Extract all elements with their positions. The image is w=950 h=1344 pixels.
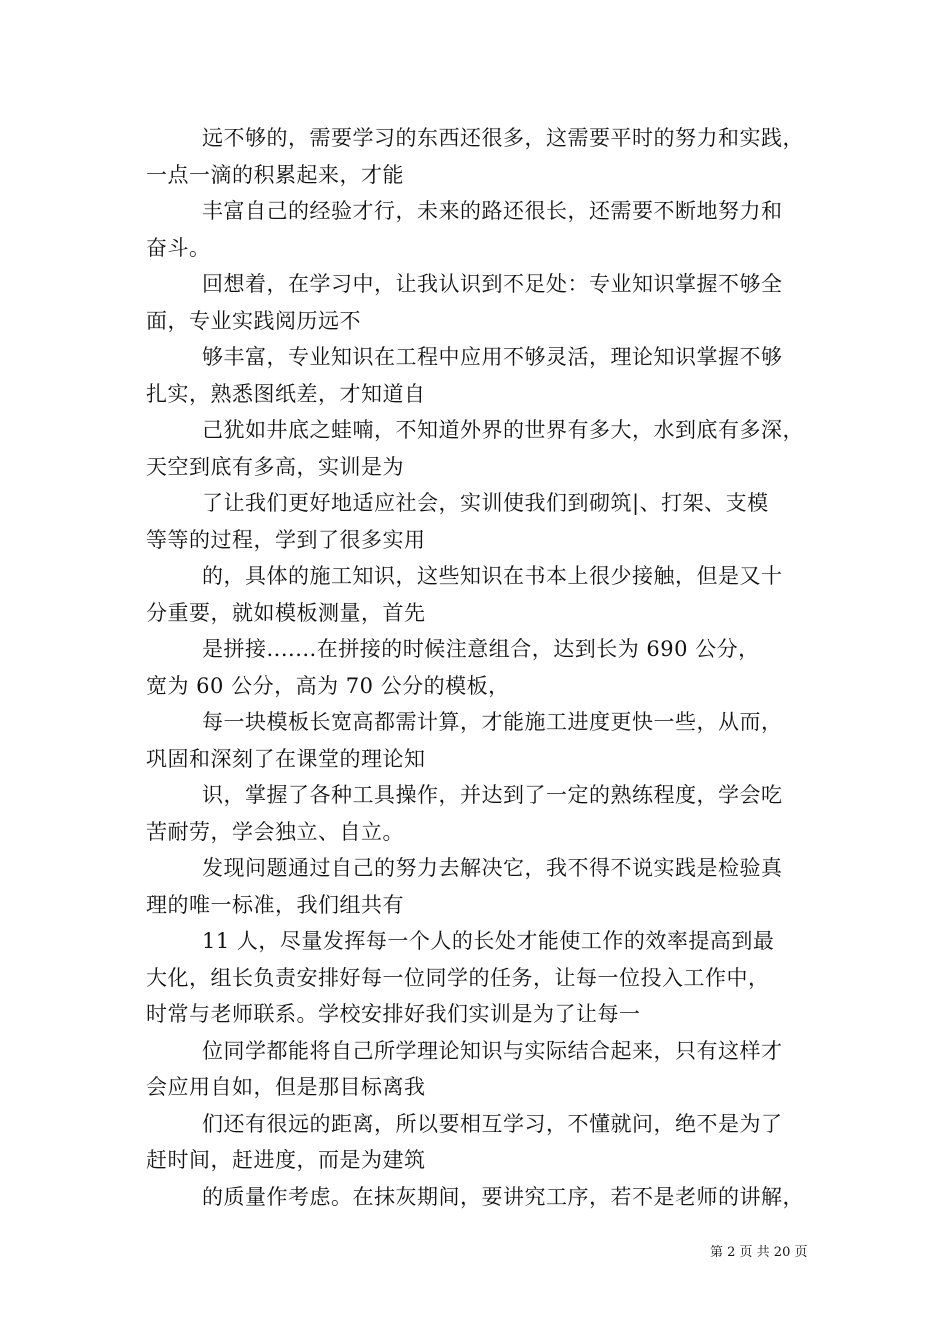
paragraph-line: 扎实，熟悉图纸差，才知道自 (146, 381, 426, 406)
paragraph-line: 苦耐劳，学会独立、自立。 (146, 819, 404, 844)
paragraph-first-line: 丰富自己的经验才行，未来的路还很长，还需要不断地努力和 (202, 199, 783, 223)
paragraph (146, 266, 836, 339)
paragraph-first-line: 发现问题通过自己的努力去解决它，我不得不说实践是检验真 (202, 856, 783, 880)
paragraph (146, 1106, 836, 1179)
paragraph (146, 704, 836, 777)
paragraph (146, 850, 836, 923)
paragraph (146, 777, 836, 850)
paragraph (146, 193, 836, 266)
paragraph-line: 理的唯一标准，我们组共有 (146, 892, 404, 917)
paragraph (146, 120, 836, 193)
paragraph-first-line: 们还有很远的距离，所以要相互学习，不懂就问，绝不是为了 (202, 1111, 783, 1136)
paragraph-line: 天空到底有多高，实训是为 (146, 454, 404, 479)
paragraph-line: 赶时间，赶进度，而是为建筑 (146, 1148, 426, 1172)
paragraph-first-line: 远不够的，需要学习的东西还很多，这需要平时的努力和实践， (202, 126, 804, 150)
paragraph-line: 会应用自如，但是那目标离我 (146, 1075, 426, 1099)
paragraph (146, 1179, 836, 1216)
paragraph-first-line: 是拼接.......在拼接的时候注意组合，达到长为 690 公分， (202, 637, 760, 661)
paragraph-first-line: 11 人，尽量发挥每一个人的长处才能使工作的效率提高到最 (202, 929, 775, 953)
paragraph-first-line: 每一块模板长宽高都需计算，才能施工进度更快一些，从而， (202, 710, 783, 734)
page-number-footer: 第 2 页 共 20 页 (710, 1245, 808, 1260)
paragraph-first-line: 了让我们更好地适应社会，实训使我们到砌筑|、打架、支模 (202, 491, 769, 515)
paragraph-first-line: 己犹如井底之蛙喃，不知道外界的世界有多大，水到底有多深， (202, 418, 804, 442)
paragraph-first-line: 识，掌握了各种工具操作，并达到了一定的熟练程度，学会吃 (202, 783, 783, 807)
paragraph-first-line: 回想着，在学习中，让我认识到不足处：专业知识掌握不够全 (202, 272, 783, 296)
paragraph-line: 时常与老师联系。学校安排好我们实训是为了让每一 (146, 1002, 641, 1026)
paragraph-line: 一点一滴的积累起来，才能 (146, 162, 404, 187)
paragraph (146, 339, 836, 412)
paragraph-line: 宽为 60 公分，高为 70 公分的模板， (146, 673, 510, 698)
paragraph-line: 分重要，就如模板测量，首先 (146, 600, 426, 625)
paragraph (146, 1033, 836, 1106)
paragraph-first-line: 的质量作考虑。在抹灰期间，要讲究工序，若不是老师的讲解， (202, 1184, 804, 1209)
paragraph-line: 面，专业实践阅历远不 (146, 308, 361, 333)
paragraph (146, 631, 836, 704)
paragraph (146, 923, 836, 1033)
paragraph-first-line: 位同学都能将自己所学理论知识与实际结合起来，只有这样才 (202, 1038, 783, 1063)
paragraph-line: 大化，组长负责安排好每一位同学的任务，让每一位投入工作中， (146, 965, 770, 990)
paragraph (146, 485, 836, 558)
paragraph-first-line: 够丰富，专业知识在工程中应用不够灵活，理论知识掌握不够 (202, 345, 783, 369)
paragraph (146, 412, 836, 485)
paragraph-first-line: 的，具体的施工知识，这些知识在书本上很少接触，但是又十 (202, 564, 783, 588)
paragraph-line: 巩固和深刻了在课堂的理论知 (146, 746, 426, 771)
paragraph-line: 等等的过程，学到了很多实用 (146, 527, 426, 552)
body-text (146, 120, 836, 1215)
paragraph (146, 558, 836, 631)
paragraph-line: 奋斗。 (146, 235, 211, 260)
